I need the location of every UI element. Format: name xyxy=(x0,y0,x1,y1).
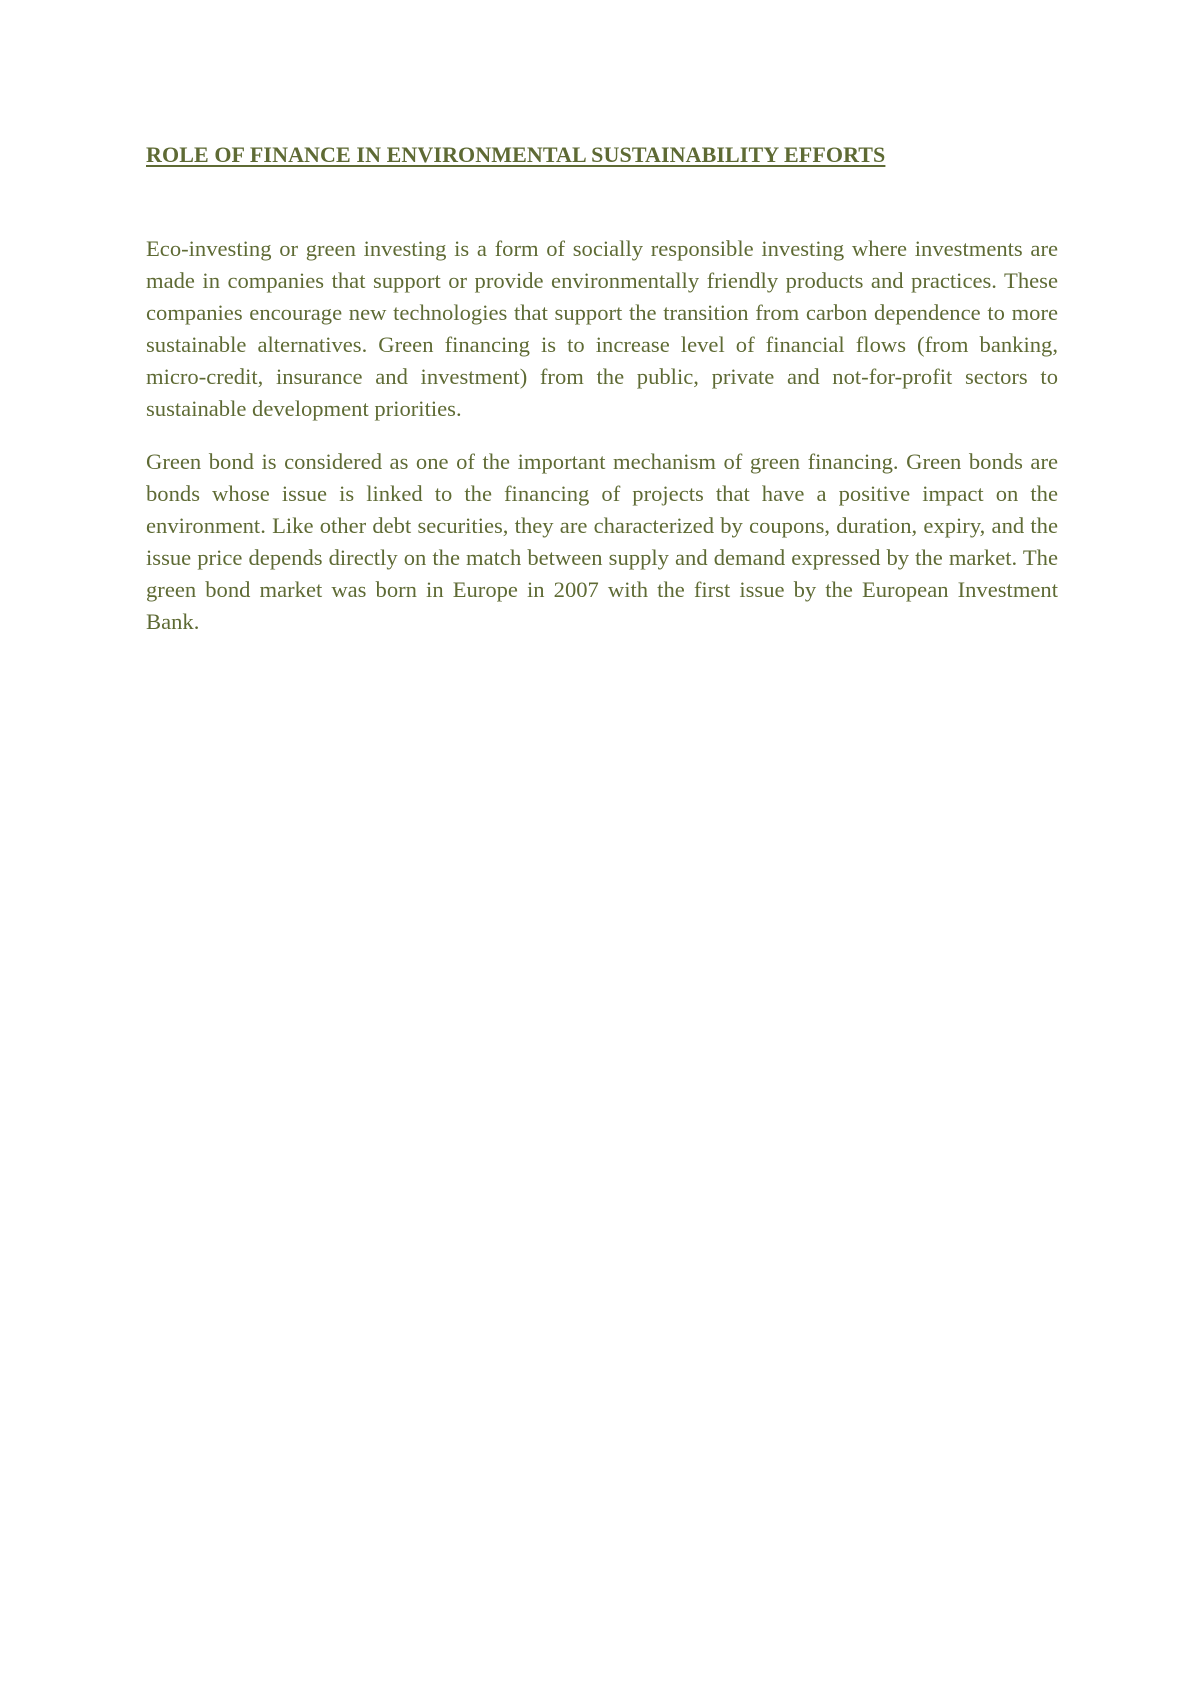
paragraph-green-bonds: Green bond is considered as one of the important mechanism of green financing. Green bonds are bonds whose issue is linked to the financing of projects that have a positive impact on the environment. Like other debt securities, they are characterized by coupons, duration, expiry, and the issue price depends directly on the match between supply and demand expressed by the market. The green bond market was born in Europe in 2007 with the first issue by the European Investment Bank. xyxy=(146,449,1058,634)
document-title: ROLE OF FINANCE IN ENVIRONMENTAL SUSTAINABILITY EFFORTS xyxy=(146,142,886,167)
paragraph-eco-investing: Eco-investing or green investing is a form of socially responsible investing where investments are made in companies that support or provide environmentally friendly products and practices. These companies encourage new technologies that support the transition from carbon dependence to more sustainable alternatives. Green financing is to increase level of financial flows (from banking, micro-credit, insurance and investment) from the public, private and not-for-profit sectors to sustainable development priorities. xyxy=(146,236,1058,421)
document-body xyxy=(146,140,1058,638)
